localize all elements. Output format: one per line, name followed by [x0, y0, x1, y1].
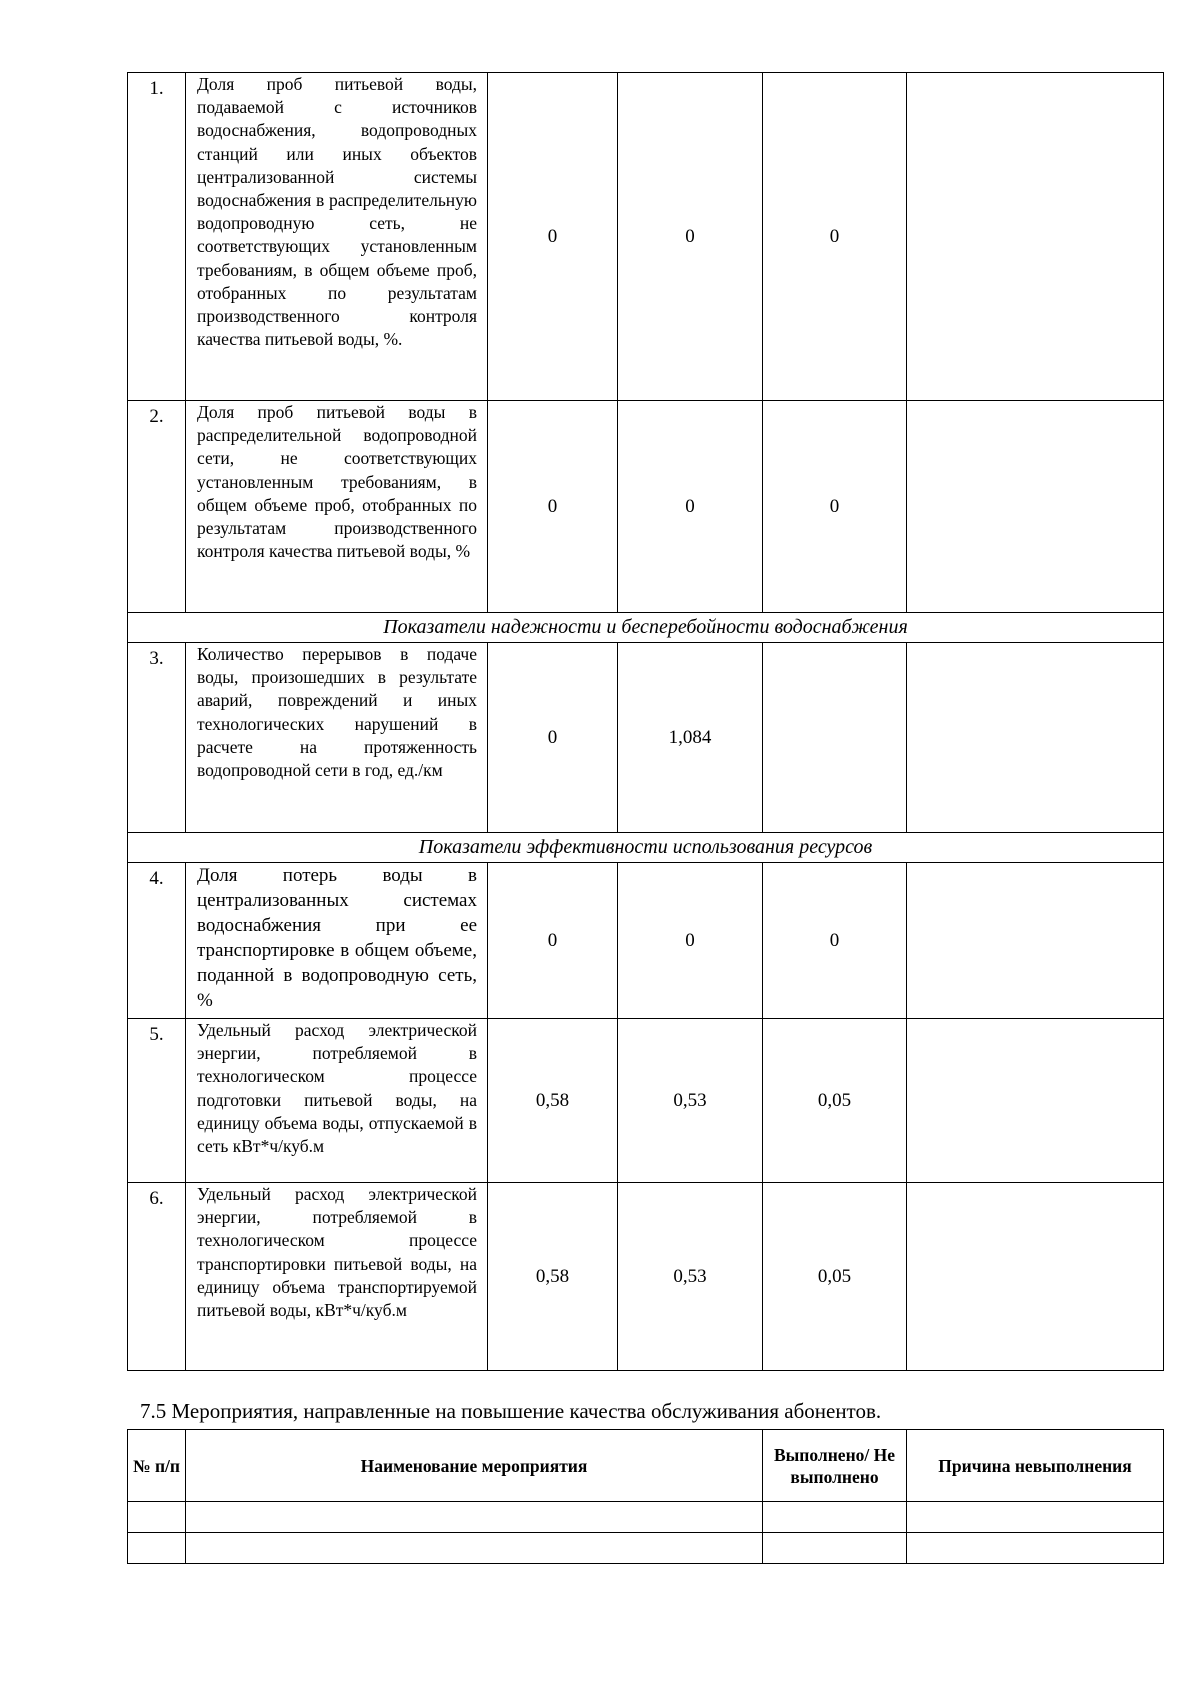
row-number: 1. [128, 73, 186, 401]
value-cell: 0 [488, 643, 618, 833]
value-cell: 1,084 [618, 643, 763, 833]
value-cell [907, 401, 1164, 613]
value-cell: 0 [488, 73, 618, 401]
indicator-description: Удельный расход электрической энергии, потребляемой в технологическом процессе подготовки питьевой воды, на единицу объема воды, отпускаемой в сеть кВт*ч/куб.м [186, 1019, 488, 1183]
column-header-status: Выполнено/ Не выполнено [763, 1430, 907, 1502]
events-table-body [128, 1502, 1164, 1564]
value-cell: 0,58 [488, 1019, 618, 1183]
table-row [128, 643, 1164, 833]
indicators-table-body [128, 73, 1164, 1371]
value-cell: 0 [488, 863, 618, 1019]
table-cell [186, 1533, 763, 1564]
indicator-description: Количество перерывов в подаче воды, произошедших в результате аварий, повреждений и иных технологических нарушений в расчете на протяженность водопроводной сети в год, ед./км [186, 643, 488, 833]
table-row [128, 1019, 1164, 1183]
row-number: 6. [128, 1183, 186, 1371]
value-cell [907, 863, 1164, 1019]
section-heading: 7.5 Мероприятия, направленные на повышение качества обслуживания абонентов. [140, 1399, 882, 1423]
value-cell: 0 [763, 863, 907, 1019]
table-row [128, 863, 1164, 1019]
indicator-description: Доля потерь воды в централизованных системах водоснабжения при ее транспортировке в общем объеме, поданной в водопроводную сеть, % [186, 863, 488, 1019]
table-cell [907, 1533, 1164, 1564]
table-row [128, 1183, 1164, 1371]
section-row [128, 613, 1164, 643]
table-row [128, 1533, 1164, 1564]
table-cell [186, 1502, 763, 1533]
section-title: Показатели надежности и бесперебойности водоснабжения [128, 613, 1164, 643]
value-cell: 0,53 [618, 1183, 763, 1371]
indicator-description: Удельный расход электрической энергии, потребляемой в технологическом процессе транспортировки питьевой воды, на единицу объема транспортируемой питьевой воды, кВт*ч/куб.м [186, 1183, 488, 1371]
value-cell: 0,58 [488, 1183, 618, 1371]
table-cell [907, 1502, 1164, 1533]
section-row [128, 833, 1164, 863]
table-row [128, 73, 1164, 401]
events-table-header [128, 1430, 1164, 1502]
table-cell [128, 1533, 186, 1564]
table-row [128, 401, 1164, 613]
value-cell: 0,53 [618, 1019, 763, 1183]
value-cell: 0 [618, 863, 763, 1019]
value-cell [907, 643, 1164, 833]
value-cell [907, 73, 1164, 401]
column-header-number: № п/п [128, 1430, 186, 1502]
value-cell: 0,05 [763, 1019, 907, 1183]
value-cell [907, 1183, 1164, 1371]
indicator-description: Доля проб питьевой воды в распределительной водопроводной сети, не соответствующих установленным требованиям, в общем объеме проб, отобранных по результатам производственного контроля качества питьевой воды, % [186, 401, 488, 613]
value-cell: 0 [488, 401, 618, 613]
table-cell [763, 1533, 907, 1564]
table-cell [128, 1502, 186, 1533]
value-cell: 0 [763, 73, 907, 401]
value-cell [763, 643, 907, 833]
indicator-description: Доля проб питьевой воды, подаваемой с источников водоснабжения, водопроводных станций или иных объектов централизованной системы водоснабжения в распределительную водопроводную сеть, не соответствующих установленным требованиям, в общем объеме проб, отобранных по результатам производственного контроля качества питьевой воды, %. [186, 73, 488, 401]
table-row [128, 1502, 1164, 1533]
indicators-table [127, 72, 1164, 1371]
row-number: 4. [128, 863, 186, 1019]
value-cell: 0 [763, 401, 907, 613]
row-number: 5. [128, 1019, 186, 1183]
table-cell [763, 1502, 907, 1533]
value-cell: 0 [618, 73, 763, 401]
value-cell: 0 [618, 401, 763, 613]
header-row [128, 1430, 1164, 1502]
row-number: 3. [128, 643, 186, 833]
column-header-reason: Причина невыполнения [907, 1430, 1164, 1502]
value-cell [907, 1019, 1164, 1183]
row-number: 2. [128, 401, 186, 613]
section-title: Показатели эффективности использования ресурсов [128, 833, 1164, 863]
column-header-name: Наименование мероприятия [186, 1430, 763, 1502]
value-cell: 0,05 [763, 1183, 907, 1371]
events-table [127, 1429, 1164, 1564]
